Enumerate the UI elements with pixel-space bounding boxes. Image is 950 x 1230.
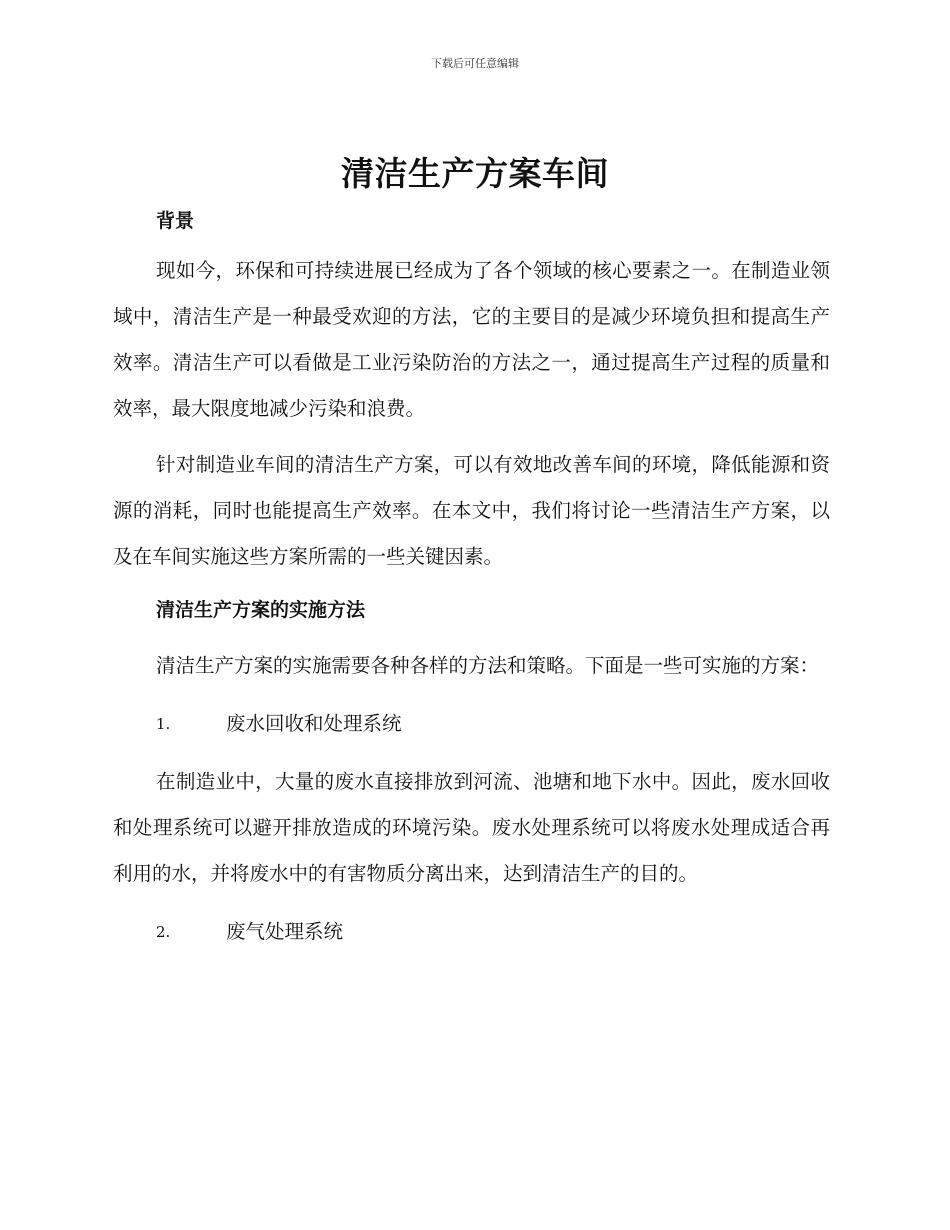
paragraph-background-2: 针对制造业车间的清洁生产方案，可以有效地改善车间的环境，降低能源和资源的消耗，同时也能提高生产效率。在本文中，我们将讨论一些清洁生产方案，以及在车间实施这些方案所需的一些关键因素。 (113, 453, 830, 568)
list-label-1: 废水回收和处理系统 (226, 712, 402, 735)
list-item-1 (113, 701, 830, 747)
section-heading-methods: 清洁生产方案的实施方法 (156, 599, 366, 621)
list-label-2: 废气处理系统 (226, 920, 344, 943)
section-heading-background: 背景 (156, 210, 195, 232)
paragraph-background-1: 现如今，环保和可持续进展已经成为了各个领域的核心要素之一。在制造业领域中，清洁生产是一种最受欢迎的方法，它的主要目的是减少环境负担和提高生产效率。清洁生产可以看做是工业污染防治的方法之一，通过提高生产过程的质量和效率，最大限度地减少污染和浪费。 (113, 259, 830, 420)
list-number-1: 1. (156, 715, 171, 733)
document-title: 清洁生产方案车间 (341, 154, 609, 193)
list-number-2: 2. (156, 923, 171, 941)
paragraph-item1-description: 在制造业中，大量的废水直接排放到河流、池塘和地下水中。因此，废水回收和处理系统可以避开排放造成的环境污染。废水处理系统可以将废水处理成适合再利用的水，并将废水中的有害物质分离出来，达到清洁生产的目的。 (113, 770, 830, 885)
list-item-2 (113, 909, 830, 955)
paragraph-methods-intro: 清洁生产方案的实施需要各种各样的方法和策略。下面是一些可实施的方案： (156, 654, 820, 677)
document-body (113, 205, 830, 955)
header-note: 下载后可任意编辑 (431, 57, 519, 70)
